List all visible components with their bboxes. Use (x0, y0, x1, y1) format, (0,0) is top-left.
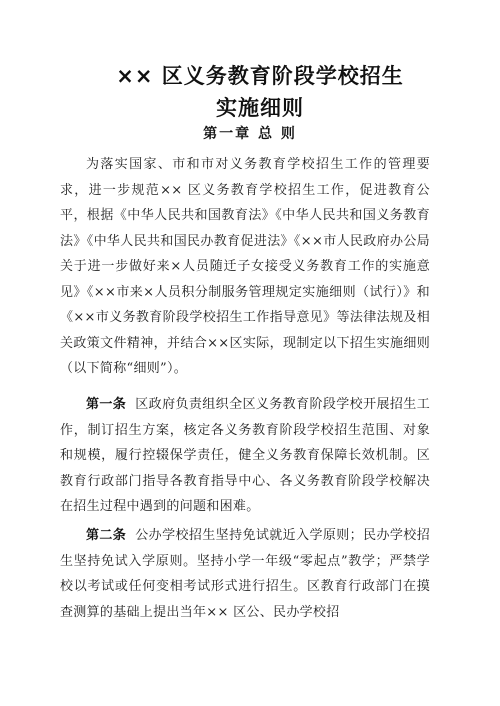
paragraph-text: 公办学校招生坚持免试就近入学原则；民办学校招生坚持免试入学原则。坚持小学一年级“零起点”教学；严禁学校以考试或任何变相考试形式进行招生。区教育行政部门在摸查测算的基础上提出当年×× 区公、民办学校招 (60, 528, 430, 620)
document-title: ×× 区义务教育阶段学校招生实施细则 (116, 64, 404, 120)
chapter-title: 第一章 总 则 (203, 126, 297, 142)
article-label: 第一条 (86, 397, 127, 412)
article-label: 第二条 (86, 528, 127, 543)
paragraph-text: 为落实国家、市和市对义务教育学校招生工作的管理要求，进一步规范×× 区义务教育学校招生工作，促进教育公平，根据《中华人民共和国教育法》《中华人民共和国义务教育法》《中华人民共和国民办教育促进法》《××市人民政府办公局关于进一步做好来×人员随迁子女接受义务教育工作的实施意见》《××市来×人员积分制服务管理规定实施细则（试行）》和《××市义务教育阶段学校招生工作指导意见》等法律法规及相关政策文件精神，并结合××区实际，现制定以下招生实施细则（以下简称“细则”）。 (60, 157, 430, 376)
article-2-paragraph (60, 523, 430, 625)
paragraph-text: 区政府负责组织全区义务教育阶段学校开展招生工作，制订招生方案，核定各义务教育阶段学校招生范围、对象和规模，履行控辍保学责任，健全义务教育保障长效机制。区教育行政部门指导各教育指导中心、各义务教育阶段学校解决在招生过程中遇到的问题和困难。 (60, 397, 430, 514)
preamble-paragraph (60, 152, 430, 382)
article-1-paragraph (60, 392, 430, 520)
